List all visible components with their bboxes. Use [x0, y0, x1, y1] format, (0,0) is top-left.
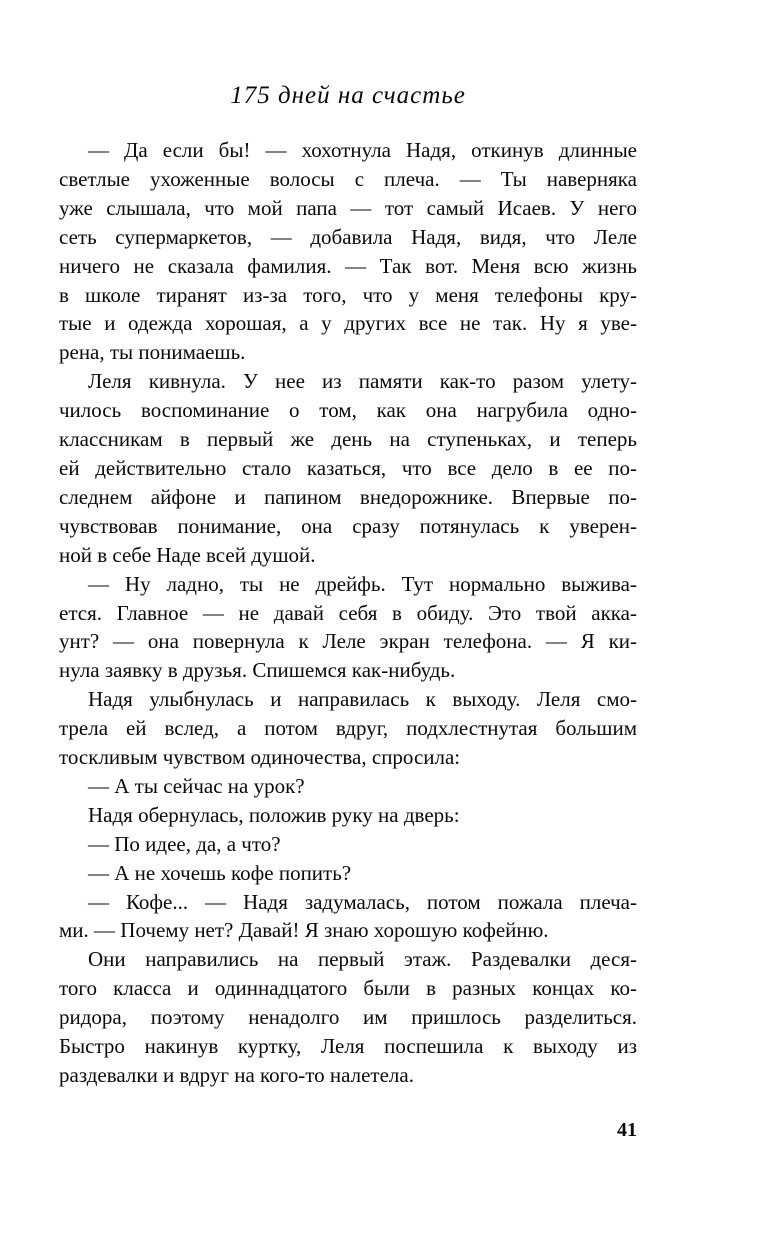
text-line: Надя улыбнулась и направилась к выходу. Леля смо- — [88, 687, 637, 712]
text-line: ется. Главное — не давай себя в обиду. Это твой акка- — [59, 600, 637, 625]
text-line: классникам в первый же день на ступеньках, и теперь — [59, 427, 637, 452]
paragraph — [59, 570, 637, 686]
paragraph — [59, 136, 637, 367]
paragraph — [59, 888, 637, 946]
paragraph — [59, 945, 637, 1090]
text-line: тые и одежда хорошая, а у других все не так. Ну я уве- — [59, 311, 637, 336]
text-line: рена, ты понимаешь. — [59, 340, 246, 365]
text-line: — А ты сейчас на урок? — [88, 773, 305, 798]
page-number: 41 — [617, 1119, 637, 1141]
text-line: — Ну ладно, ты не дрейфь. Тут нормально выжива- — [88, 571, 637, 596]
text-line: — По идее, да, а что? — [88, 831, 281, 856]
paragraph — [59, 772, 637, 801]
text-line: — Кофе... — Надя задумалась, потом пожала плеча- — [88, 889, 637, 914]
text-line: сеть супермаркетов, — добавила Надя, видя, что Леле — [59, 224, 637, 249]
text-line: чилось воспоминание о том, как она нагрубила одно- — [59, 398, 637, 423]
paragraph — [59, 367, 637, 569]
text-line: — А не хочешь кофе попить? — [88, 860, 352, 885]
text-line: раздевалки и вдруг на кого-то налетела. — [59, 1063, 414, 1087]
text-line: ной в себе Наде всей душой. — [59, 542, 316, 567]
paragraph — [59, 685, 637, 772]
text-line: нула заявку в друзья. Спишемся как-нибудь. — [59, 658, 456, 683]
text-line: тоскливым чувством одиночества, спросила: — [59, 745, 461, 770]
text-line: Быстро накинув куртку, Леля поспешила к выходу из — [59, 1034, 637, 1059]
text-line: ми. — Почему нет? Давай! Я знаю хорошую кофейню. — [59, 918, 549, 943]
text-line: чувствовав понимание, она сразу потянулась к уверен- — [59, 513, 637, 538]
text-line: ей действительно стало казаться, что все дело в ее по- — [59, 455, 637, 480]
text-line: ничего не сказала фамилия. — Так вот. Меня всю жизнь — [59, 253, 637, 278]
text-line: унт? — она повернула к Леле экран телефона. — Я ки- — [59, 629, 637, 654]
running-header: 175 дней на счастье — [230, 82, 466, 109]
paragraph — [59, 859, 637, 888]
text-line: в школе тиранят из-за того, что у меня телефоны кру- — [59, 282, 637, 307]
text-line: светлые ухоженные волосы с плеча. — Ты наверняка — [59, 166, 637, 191]
text-line: Надя обернулась, положив руку на дверь: — [88, 802, 460, 827]
text-line: — Да если бы! — хохотнула Надя, откинув длинные — [88, 138, 637, 162]
text-line: Леля кивнула. У нее из памяти как-то разом улету- — [88, 369, 637, 394]
text-line: ридора, поэтому ненадолго им пришлось разделиться. — [59, 1005, 637, 1030]
text-block — [59, 136, 637, 1090]
text-line: следнем айфоне и папином внедорожнике. Впервые по- — [59, 484, 637, 509]
text-line: Они направились на первый этаж. Раздевалки деся- — [88, 947, 637, 972]
text-line: уже слышала, что мой папа — тот самый Исаев. У него — [59, 195, 637, 220]
paragraph — [59, 830, 637, 859]
paragraph — [59, 801, 637, 830]
text-line: трела ей вслед, а потом вдруг, подхлестнутая большим — [59, 716, 637, 741]
text-line: того класса и одиннадцатого были в разных концах ко- — [59, 976, 637, 1001]
